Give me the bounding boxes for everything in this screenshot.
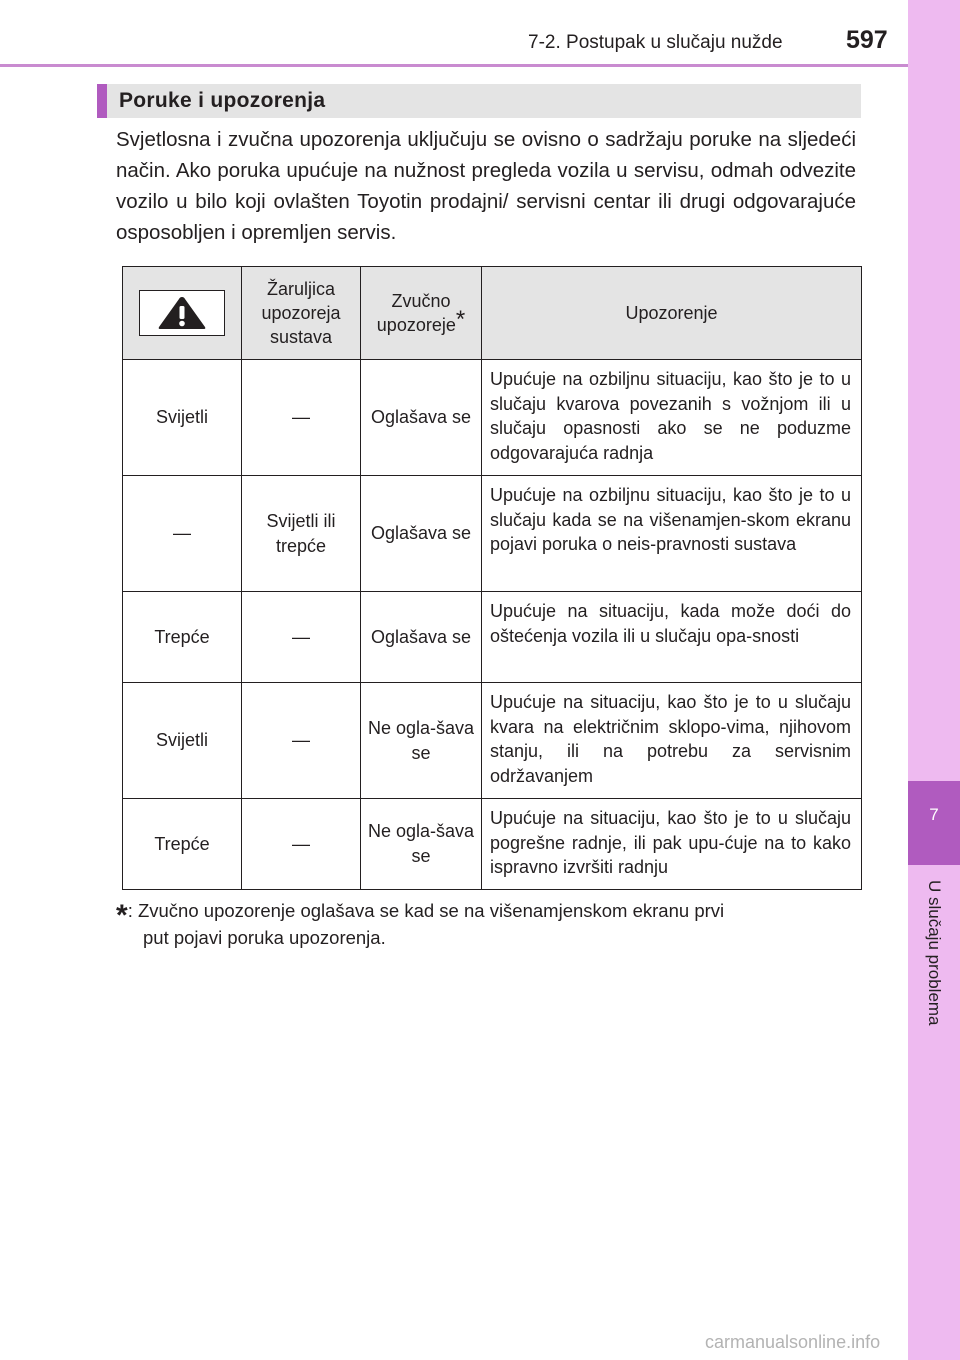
footnote-star: *: [116, 899, 128, 932]
warning-table: [122, 266, 862, 890]
cell-buzzer: Oglašava se: [361, 476, 482, 592]
master-warning-icon-box: [139, 290, 225, 336]
cell-lamp: —: [242, 360, 361, 476]
footnote-line-1: [116, 894, 856, 932]
header-lamp: Žaruljica upozoreja sustava: [242, 267, 361, 360]
cell-icon-state: Svijetli: [123, 360, 242, 476]
chapter-tab[interactable]: [908, 781, 960, 865]
table-row: [123, 360, 862, 476]
cell-warning: Upućuje na situaciju, kao što je to u slučaju pogrešne radnje, ili pak upu-ćuje na to kako ispravno izvršiti radnju: [482, 799, 862, 890]
cell-buzzer: Ne ogla-šava se: [361, 683, 482, 799]
cell-lamp: —: [242, 799, 361, 890]
cell-warning: Upućuje na situaciju, kao što je to u slučaju kvara na električnim sklopo-vima, njihovom stanju, ili na potrebu za servisnim održavanjem: [482, 683, 862, 799]
section-heading-text: Poruke i upozorenja: [119, 89, 326, 112]
cell-icon-state: —: [123, 476, 242, 592]
header-warning: Upozorenje: [482, 267, 862, 360]
section-heading: [97, 84, 861, 118]
cell-icon-state: Svijetli: [123, 683, 242, 799]
chapter-tab-label: U slučaju problema: [925, 880, 944, 1026]
cell-icon-state: Trepće: [123, 592, 242, 683]
header-icon-cell: [123, 267, 242, 360]
table-row: [123, 476, 862, 592]
cell-buzzer: Oglašava se: [361, 360, 482, 476]
cell-buzzer: Oglašava se: [361, 592, 482, 683]
warning-triangle-icon: [157, 295, 207, 331]
footnote-text-2: put pojavi poruka upozorenja.: [143, 927, 386, 948]
side-band: [908, 0, 960, 1360]
cell-warning: Upućuje na situaciju, kada može doći do oštećenja vozila ili u slučaju opa-snosti: [482, 592, 862, 683]
footnote-marker: *: [455, 306, 466, 333]
chapter-title: 7-2. Postupak u slučaju nužde: [528, 32, 783, 53]
footnote-text-1: : Zvučno upozorenje oglašava se kad se na višenamjenskom ekranu prvi: [127, 900, 725, 921]
chapter-tab-number: 7: [929, 805, 939, 824]
watermark: carmanualsonline.info: [705, 1332, 881, 1352]
footnote: [116, 894, 856, 951]
table-header-row: [123, 267, 862, 360]
table-row: [123, 592, 862, 683]
table-row: [123, 799, 862, 890]
page-number: 597: [846, 26, 888, 54]
cell-lamp: —: [242, 683, 361, 799]
cell-icon-state: Trepće: [123, 799, 242, 890]
cell-warning: Upućuje na ozbiljnu situaciju, kao što je to u slučaju kvarova povezanih s vožnjom ili u slučaju opasnosti ako se ne poduzme odgovarajuća radnja: [482, 360, 862, 476]
cell-buzzer: Ne ogla-šava se: [361, 799, 482, 890]
header-buzzer: [361, 267, 482, 360]
cell-warning: Upućuje na ozbiljnu situaciju, kao što je to u slučaju kada se na višenamjen-skom ekranu pojavi poruka o neis-pravnosti sustava: [482, 476, 862, 592]
cell-lamp: —: [242, 592, 361, 683]
header-buzzer-text: Zvučno upozoreje: [376, 291, 456, 335]
header-rule: [0, 64, 908, 67]
table-row: [123, 683, 862, 799]
cell-lamp: Svijetli ili trepće: [242, 476, 361, 592]
intro-paragraph: Svjetlosna i zvučna upozorenja uključuju se ovisno o sadržaju poruke na sljedeći način. Ako poruka upućuje na nužnost pregleda vozila u servisu, odmah odvezite vozilo u bilo koji ovlašten Toyotin prodajni/ servisni centar ili drugi odgovarajuće osposobljen i opremljen servis.: [116, 128, 856, 244]
